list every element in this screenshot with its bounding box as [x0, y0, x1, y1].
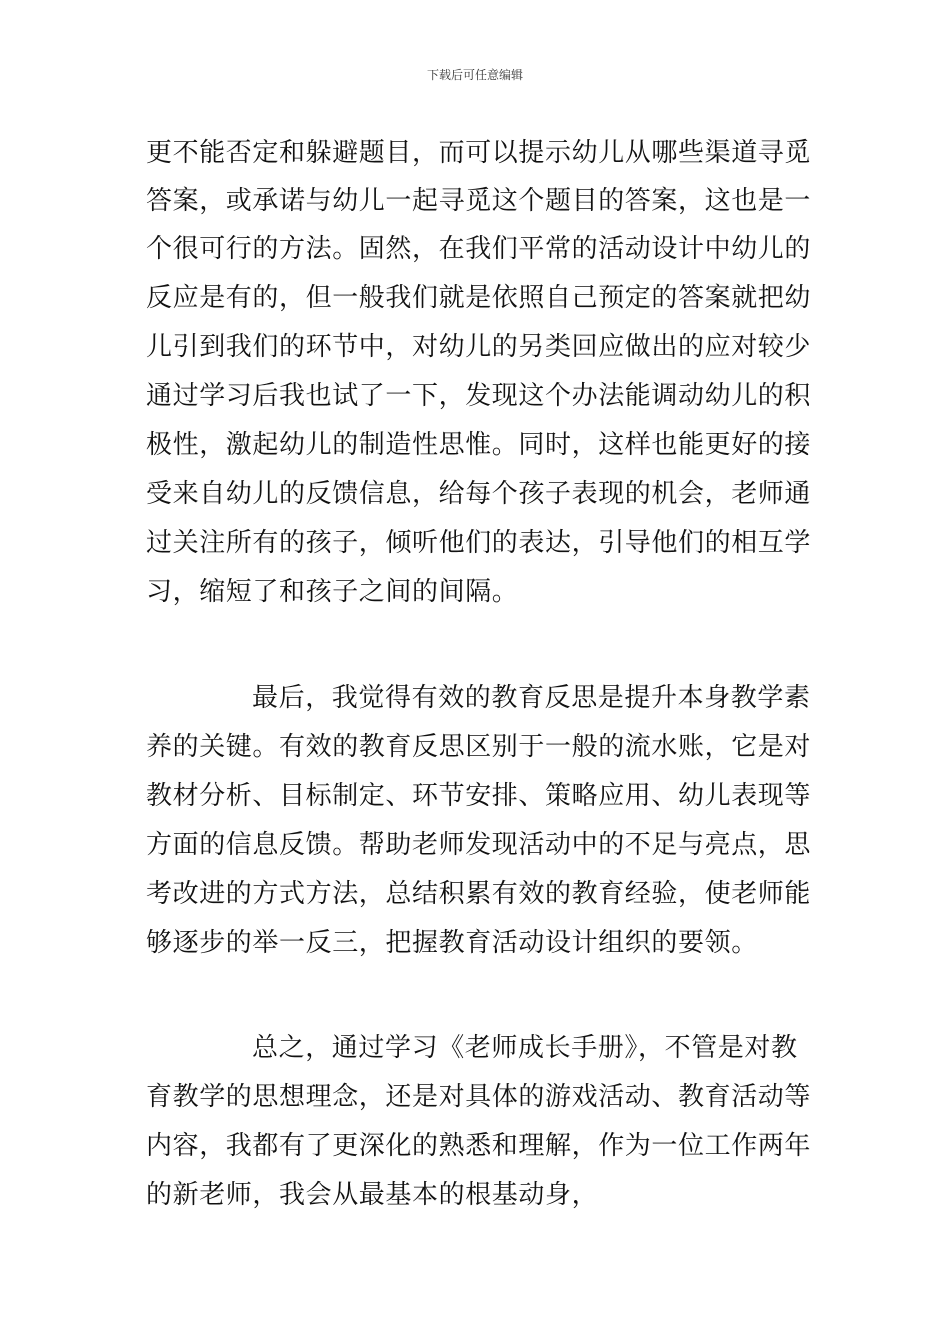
page-header-note: 下载后可任意编辑	[426, 68, 523, 82]
text-line: 反应是有的，但一般我们就是依照自己预定的答案就把幼	[146, 283, 812, 313]
text-line: 教材分析、目标制定、环节安排、策略应用、幼儿表现等	[146, 781, 812, 811]
text-line: 通过学习后我也试了一下，发现这个办法能调动幼儿的积	[146, 381, 812, 411]
text-line: 方面的信息反馈。帮助老师发现活动中的不足与亮点，思	[146, 830, 812, 860]
text-line: 更不能否定和躲避题目，而可以提示幼儿从哪些渠道寻觅	[146, 138, 812, 168]
text-line: 的新老师，我会从最基本的根基动身，	[146, 1180, 599, 1210]
text-line: 最后，我觉得有效的教育反思是提升本身教学素	[252, 683, 811, 713]
text-line: 总之，通过学习《老师成长手册》，不管是对教	[252, 1033, 798, 1063]
text-line: 内容，我都有了更深化的熟悉和理解，作为一位工作两年	[146, 1131, 812, 1161]
text-line: 儿引到我们的环节中，对幼儿的另类回应做出的应对较少	[146, 332, 812, 362]
text-line: 够逐步的举一反三，把握教育活动设计组织的要领。	[146, 928, 758, 958]
text-line: 答案，或承诺与幼儿一起寻觅这个题目的答案，这也是一	[146, 186, 812, 216]
text-line: 极性，激起幼儿的制造性思惟。同时，这样也能更好的接	[146, 430, 812, 460]
text-line: 考改进的方式方法，总结积累有效的教育经验，使老师能	[146, 879, 812, 909]
text-line: 过关注所有的孩子，倾听他们的表达，引导他们的相互学	[146, 528, 812, 558]
text-line: 养的关键。有效的教育反思区别于一般的流水账，它是对	[146, 732, 812, 762]
text-line: 个很可行的方法。固然，在我们平常的活动设计中幼儿的	[146, 234, 812, 264]
text-line: 习，缩短了和孩子之间的间隔。	[146, 577, 519, 607]
text-line: 育教学的思想理念，还是对具体的游戏活动、教育活动等	[146, 1082, 812, 1112]
text-line: 受来自幼儿的反馈信息，给每个孩子表现的机会，老师通	[146, 479, 812, 509]
